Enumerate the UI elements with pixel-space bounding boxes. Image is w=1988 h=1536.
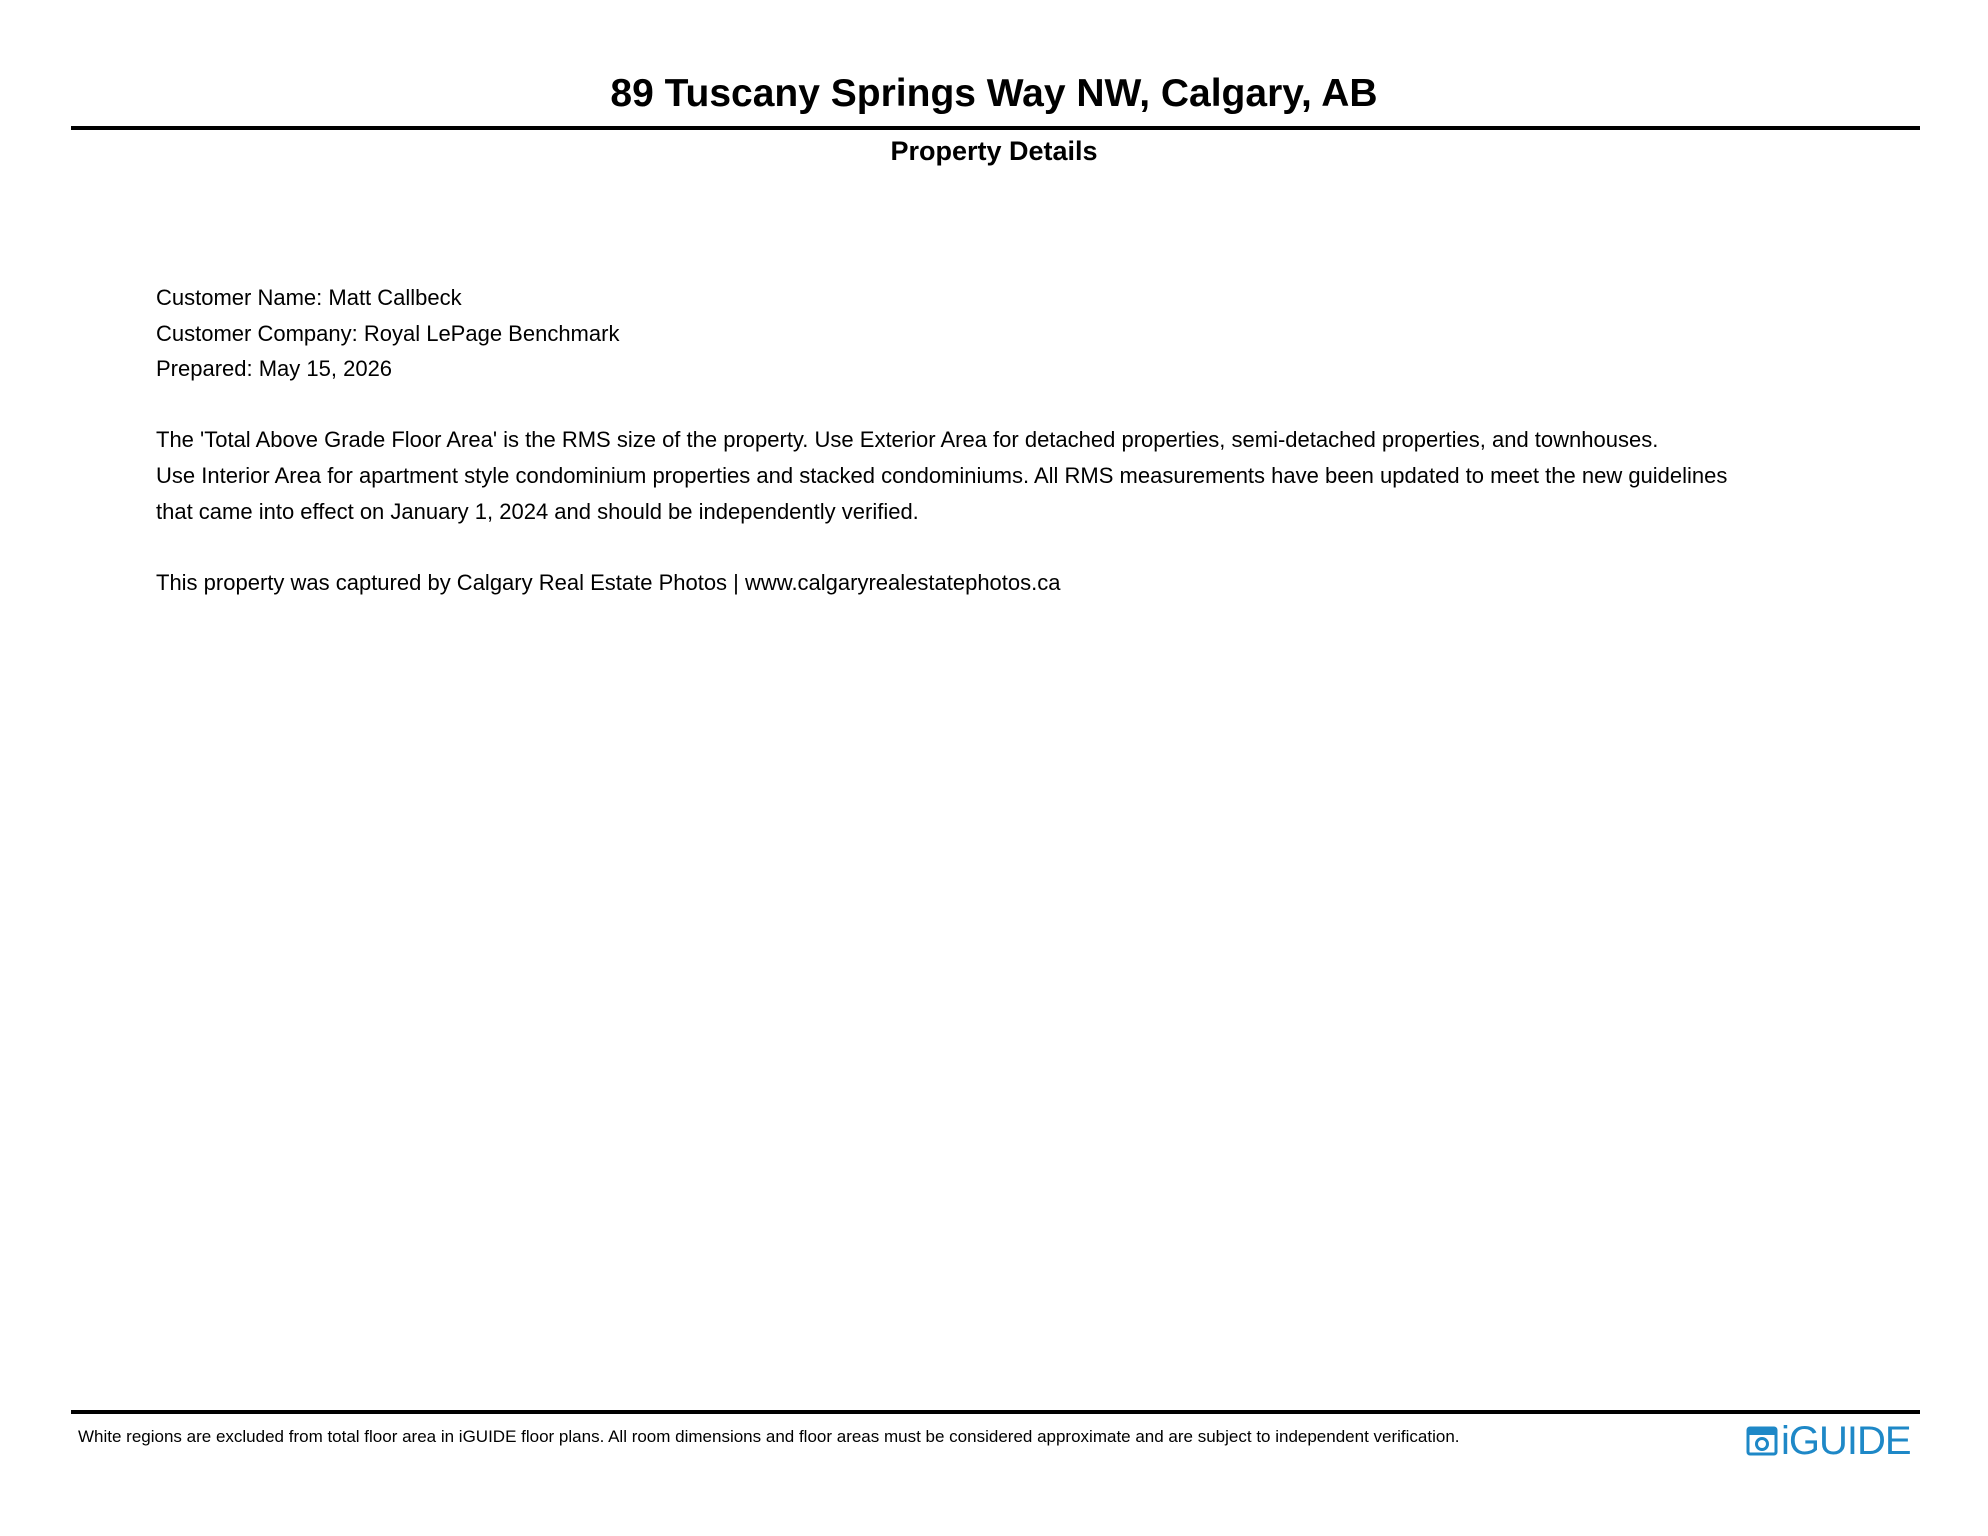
camera-box-icon [1746,1425,1778,1457]
property-details-body [156,280,1916,600]
rms-note-line-1: The 'Total Above Grade Floor Area' is the RMS size of the property. Use Exterior Area for detached properties, semi-detached properties, and townhouses. [156,427,1659,453]
footer-disclaimer: White regions are excluded from total floor area in iGUIDE floor plans. All room dimensions and floor areas must be considered approximate and are subject to independent verification. [78,1427,1460,1446]
customer-name: Customer Name: Matt Callbeck [156,285,462,310]
page-subtitle: Property Details [890,136,1098,166]
logo-wordmark: iGUIDE [1781,1419,1911,1463]
iguide-logo [1746,1420,1911,1462]
spacer [156,529,1916,565]
customer-company: Customer Company: Royal LePage Benchmark [156,320,620,346]
footer-divider [71,1410,1920,1414]
rms-note-line-3: that came into effect on January 1, 2024 and should be independently verified. [156,498,919,524]
spacer [156,387,1916,423]
prepared-date: Prepared: May 15, 2026 [156,356,393,382]
page-title: 89 Tuscany Springs Way NW, Calgary, AB [610,72,1378,115]
captured-by-note: This property was captured by Calgary Real Estate Photos | www.calgaryrealestatephotos.ca [156,569,1061,595]
header-divider [71,126,1920,130]
rms-note-line-2: Use Interior Area for apartment style condominium properties and stacked condominiums. All RMS measurements have been updated to meet the new guidelines [156,462,1728,488]
